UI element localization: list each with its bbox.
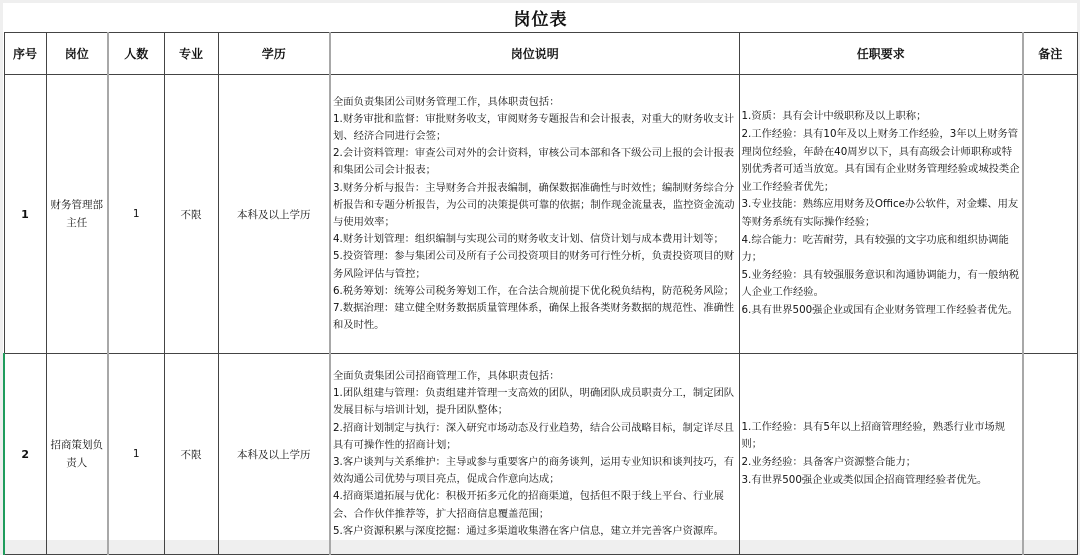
cell-major[interactable]: 不限 (164, 354, 218, 555)
cell-requirements[interactable] (739, 354, 1023, 555)
description-line: 2.招商计划制定与执行：深入研究市场动态及行业趋势，结合公司战略目标，制定详尽且具有可操作性的招商计划； (333, 421, 735, 451)
cell-position[interactable]: 招商策划负责人 (46, 354, 108, 555)
header-remarks[interactable]: 备注 (1023, 33, 1077, 75)
requirement-line: 3.专业技能：熟练应用财务及Office办公软件，对金蝶、用友等财务系统有实际操作经验； (741, 198, 1019, 228)
position-table (3, 3, 1078, 555)
description-line: 3.财务分析与报告：主导财务合并报表编制，确保数据准确性与时效性；编制财务综合分析报告和专题分析报告，为公司的决策提供可靠的依据；制作现金流量表，监控资金流动与使用效率； (333, 181, 735, 228)
cell-remarks[interactable] (1023, 354, 1077, 555)
header-row (4, 33, 1077, 75)
cell-remarks[interactable] (1023, 75, 1077, 354)
cell-seq[interactable]: 1 (4, 75, 46, 354)
cell-education[interactable]: 本科及以上学历 (218, 75, 330, 354)
description-line: 2.会计资料管理：审查公司对外的会计资料，审核公司本部和各下级公司上报的会计报表和集团公司会计报表； (333, 147, 735, 177)
description-line: 5.投资管理：参与集团公司及所有子公司投资项目的财务可行性分析，负责投资项目的财务风险评估与管控； (333, 250, 735, 280)
description-line: 全面负责集团公司财务管理工作，具体职责包括： (333, 95, 560, 108)
cell-count[interactable]: 1 (108, 354, 164, 555)
requirement-line: 4.综合能力：吃苦耐劳，具有较强的文字功底和组织协调能力； (741, 233, 1009, 264)
description-line: 1.财务审批和监督：审批财务收支，审阅财务专题报告和会计报表，对重大的财务收支计划、经济合同进行会签； (333, 112, 735, 142)
cell-major[interactable]: 不限 (164, 75, 218, 354)
description-line: 4.财务计划管理：组织编制与实现公司的财务收支计划、信贷计划与成本费用计划等； (333, 233, 724, 246)
requirement-line: 1.资质：具有会计中级职称及以上职称； (741, 110, 927, 123)
table-title[interactable]: 岗位表 (4, 3, 1077, 33)
table-row (4, 354, 1077, 555)
header-description[interactable]: 岗位说明 (330, 33, 739, 75)
description-line: 3.客户谈判与关系维护：主导或参与重要客户的商务谈判，运用专业知识和谈判技巧，有效沟通公司优势与项目亮点，促成合作意向达成； (333, 456, 735, 486)
cell-position[interactable]: 财务管理部主任 (46, 75, 108, 354)
header-count[interactable]: 人数 (108, 33, 164, 75)
description-line: 全面负责集团公司招商管理工作，具体职责包括： (333, 369, 560, 382)
description-line: 5.客户资源积累与深度挖掘：通过多渠道收集潜在客户信息，建立并完善客户资源库。 (333, 524, 724, 537)
header-major[interactable]: 专业 (164, 33, 218, 75)
header-requirements[interactable]: 任职要求 (739, 33, 1023, 75)
description-line: 6.税务筹划：统筹公司税务筹划工作，在合法合规前提下优化税负结构，防范税务风险； (333, 284, 735, 297)
cell-education[interactable]: 本科及以上学历 (218, 354, 330, 555)
description-line: 4.招商渠道拓展与优化：积极开拓多元化的招商渠道，包括但不限于线上平台、行业展会、合作伙伴推荐等，扩大招商信息覆盖范围； (333, 490, 724, 520)
table-row (4, 75, 1077, 354)
spreadsheet-sheet (3, 3, 1077, 540)
requirement-line: 2.工作经验：具有10年及以上财务工作经验，3年以上财务管理岗位经验，年龄在40周岁以下，具有高级会计师职称或特别优秀者可适当放宽。具有国有企业财务管理经验或城投类企业工作经验者优先； (741, 128, 1020, 193)
description-line: 7.数据治理：建立健全财务数据质量管理体系，确保上报各类财务数据的规范性、准确性和及时性。 (333, 302, 735, 332)
requirement-line: 6.具有世界500强企业或国有企业财务管理工作经验者优先。 (741, 303, 1019, 316)
header-position[interactable]: 岗位 (46, 33, 108, 75)
requirement-line: 5.业务经验：具有较强服务意识和沟通协调能力，有一般纳税人企业工作经验。 (741, 268, 1020, 299)
cell-description[interactable] (330, 75, 739, 354)
requirement-line: 1.工作经验：具有5年以上招商管理经验，熟悉行业市场规则； (741, 420, 1005, 451)
cell-seq[interactable]: 2 (4, 354, 46, 555)
header-seq[interactable]: 序号 (4, 33, 46, 75)
cell-description[interactable] (330, 354, 739, 555)
requirement-line: 2.业务经验：具备客户资源整合能力； (741, 456, 917, 468)
header-education[interactable]: 学历 (218, 33, 330, 75)
requirement-line: 3.有世界500强企业或类似国企招商管理经验者优先。 (741, 473, 988, 486)
cell-count[interactable]: 1 (108, 75, 164, 354)
cell-requirements[interactable] (739, 75, 1023, 354)
description-line: 1.团队组建与管理：负责组建并管理一支高效的团队，明确团队成员职责分工，制定团队发展目标与培训计划，提升团队整体； (333, 387, 735, 417)
